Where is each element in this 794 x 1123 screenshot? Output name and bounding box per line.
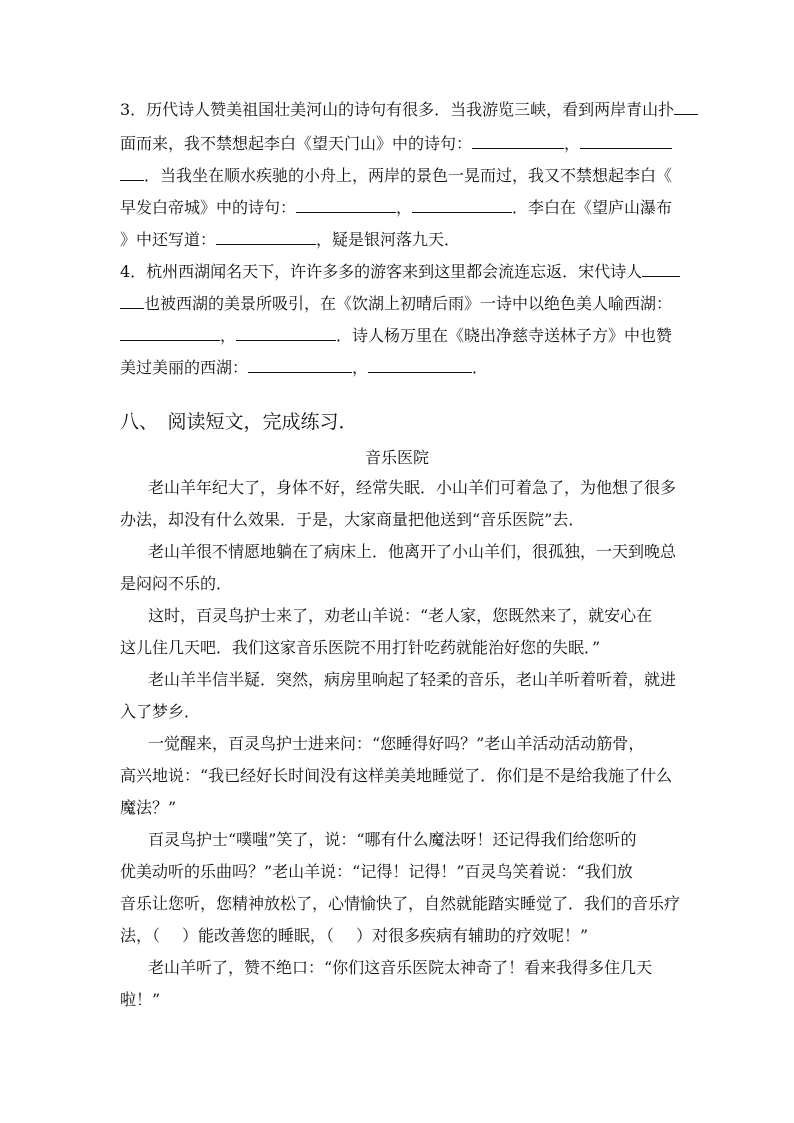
answer-blank[interactable] [674, 100, 698, 115]
story-line: 一觉醒来，百灵鸟护士进来问：“您睡得好吗？”老山羊活动活动筋骨， [148, 734, 645, 753]
story-line: 是闷闷不乐的． [120, 574, 233, 593]
q4-line-4: 美过美丽的西湖： ， ． [120, 358, 489, 377]
answer-blank[interactable] [642, 262, 680, 277]
story-line: 办法，却没有什么效果．于是，大家商量把他送到“音乐医院”去． [120, 510, 585, 529]
answer-blank[interactable] [296, 198, 396, 213]
answer-blank[interactable] [216, 230, 316, 245]
story-line: 老山羊听了，赞不绝口：“你们这音乐医院太神奇了！看来我得多住几天 [148, 958, 653, 977]
answer-blank[interactable] [236, 326, 336, 341]
answer-blank[interactable] [412, 198, 512, 213]
q4-line-1: 4．杭州西湖闻名天下，许许多多的游客来到这里都会流连忘返．宋代诗人 [120, 262, 680, 282]
q3-line-5: 》中还写道： ，疑是银河落九天． [120, 230, 461, 249]
q3-line-2: 面而来，我不禁想起李白《望天门山》中的诗句： ， [120, 134, 672, 154]
answer-blank[interactable] [368, 358, 472, 373]
answer-blank[interactable] [120, 294, 144, 309]
q3-line-4: 早发白帝城》中的诗句： ， ．李白在《望庐山瀑布 [120, 198, 673, 217]
answer-blank[interactable] [120, 326, 220, 341]
q4-line-3: ， ．诗人杨万里在《晓出净慈寺送林子方》中也赞 [120, 326, 672, 346]
answer-blank[interactable] [120, 166, 144, 181]
q3-line-3: ．当我坐在顺水疾驰的小舟上，两岸的景色一晃而过，我又不禁想起李白《 [120, 166, 672, 186]
story-line: 啦！” [120, 990, 161, 1009]
story-line: 这时，百灵鸟护士来了，劝老山羊说：“老人家，您既然来了，就安心在 [148, 606, 653, 625]
story-line: 优美动听的乐曲吗？”老山羊说：“记得！记得！”百灵鸟笑着说：“我们放 [120, 862, 633, 881]
story-line: 魔法？” [120, 798, 177, 817]
story-line: 老山羊半信半疑．突然，病房里响起了轻柔的音乐，老山羊听着听着，就进 [148, 670, 677, 689]
answer-blank[interactable] [580, 134, 672, 149]
answer-blank[interactable] [248, 358, 352, 373]
story-line: 音乐让您听，您精神放松了，心情愉快了，自然就能踏实睡觉了．我们的音乐疗 [120, 894, 681, 913]
answer-blank[interactable] [472, 134, 564, 149]
story-line: 入了梦乡． [120, 702, 201, 721]
q4-line-2: 也被西湖的美景所吸引，在《饮湖上初晴后雨》一诗中以绝色美人喻西湖： [120, 294, 672, 314]
story-line: 这儿住几天吧．我们这家音乐医院不用打针吃药就能治好您的失眠．” [120, 638, 601, 657]
q3-line-1: 3．历代诗人赞美祖国壮美河山的诗句有很多．当我游览三峡，看到两岸青山扑 [120, 100, 698, 120]
story-line: 老山羊很不情愿地躺在了病床上．他离开了小山羊们，很孤独，一天到晚总 [148, 542, 677, 561]
story-title: 音乐医院 [364, 448, 429, 467]
story-line: 老山羊年纪大了，身体不好，经常失眠．小山羊们可着急了，为他想了很多 [148, 478, 677, 497]
section-heading: 八、 阅读短文，完成练习． [120, 411, 358, 433]
story-line-with-blanks: 法，（ ）能改善您的睡眠，（ ）对很多疾病有辅助的疗效呢！” [120, 926, 589, 945]
story-line: 百灵鸟护士“噗嗤”笑了，说：“哪有什么魔法呀！还记得我们给您听的 [148, 830, 637, 849]
story-line: 高兴地说：“我已经好长时间没有这样美美地睡觉了．你们是不是给我施了什么 [120, 766, 673, 785]
